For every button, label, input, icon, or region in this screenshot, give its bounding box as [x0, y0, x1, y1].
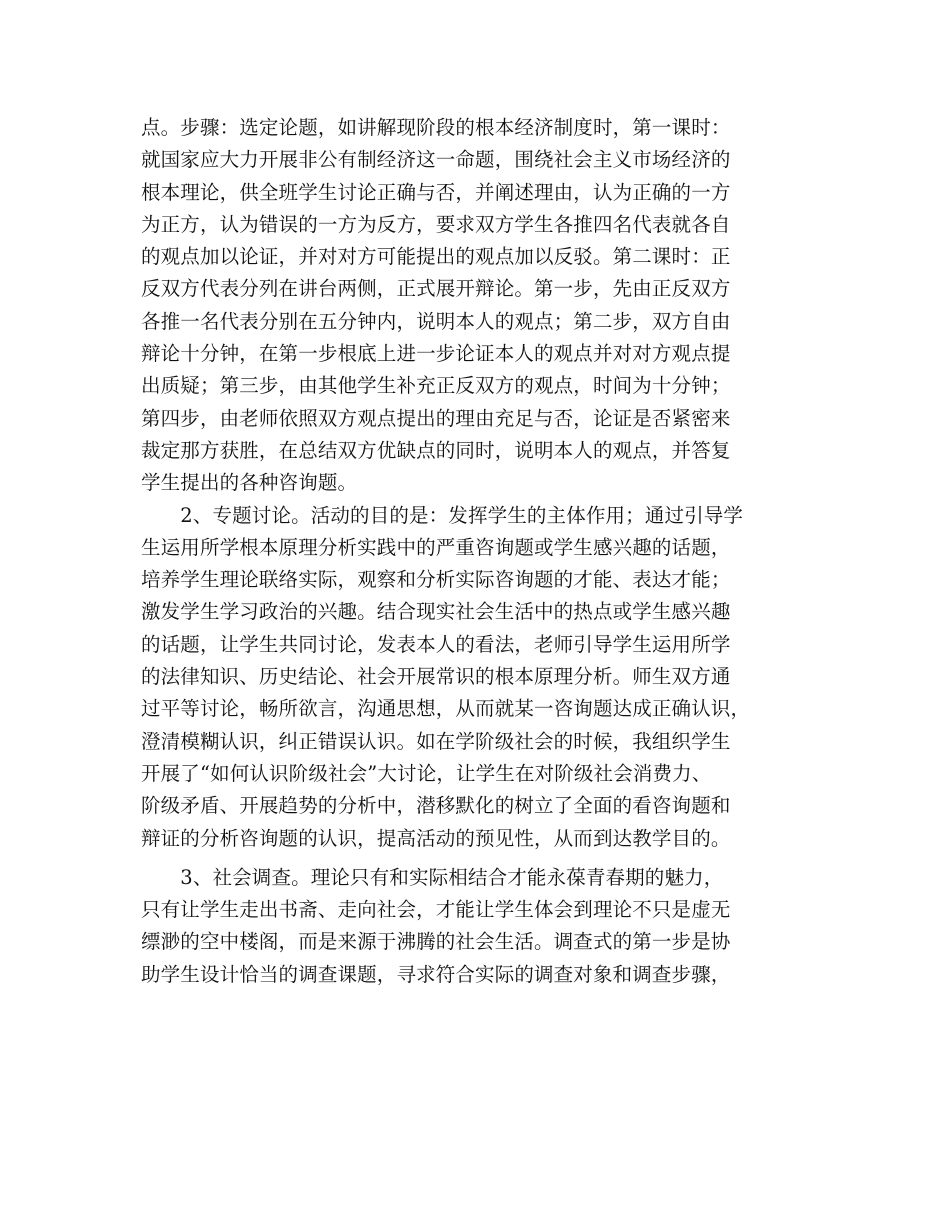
- text-line: 的话题，让学生共同讨论，发表本人的看法，老师引导学生运用所学: [141, 632, 731, 656]
- text-line: 出质疑；第三步，由其他学生补充正反双方的观点，时间为十分钟；: [141, 374, 731, 398]
- text-line: 各推一名代表分别在五分钟内，说明本人的观点；第二步，双方自由: [141, 309, 731, 333]
- text-line: 助学生设计恰当的调查课题，寻求符合实际的调查对象和调查步骤，: [141, 962, 731, 986]
- text-line: 激发学生学习政治的兴趣。结合现实社会生活中的热点或学生感兴趣: [141, 600, 731, 624]
- text-line: 点。步骤：选定论题，如讲解现阶段的根本经济制度时，第一课时：: [141, 116, 731, 139]
- text-line: 就国家应大力开展非公有制经济这一命题，围绕社会主义市场经济的: [141, 148, 731, 172]
- text-line: 反双方代表分列在讲台两侧，正式展开辩论。第一步，先由正反双方: [141, 277, 731, 301]
- text-line: 根本理论，供全班学生讨论正确与否，并阐述理由，认为正确的一方: [141, 180, 731, 204]
- text-line: 辩论十分钟，在第一步根底上进一步论证本人的观点并对对方观点提: [141, 342, 731, 366]
- text-line: 开展了“如何认识阶级社会”大讨论，让学生在对阶级社会消费力、: [141, 761, 712, 785]
- text-line: 的法律知识、历史结论、社会开展常识的根本原理分析。师生双方通: [141, 665, 731, 689]
- text-line: 为正方，认为错误的一方为反方，要求双方学生各推四名代表就各自: [141, 212, 731, 236]
- text-line: 缥渺的空中楼阁，而是来源于沸腾的社会生活。调查式的第一步是协: [141, 930, 731, 954]
- text-line: 澄清模糊认识，纠正错误认识。如在学阶级社会的时候，我组织学生: [141, 729, 731, 753]
- text-line: 阶级矛盾、开展趋势的分析中，潜移默化的树立了全面的看咨询题和: [141, 794, 731, 818]
- body-text: [141, 112, 821, 991]
- text-line: 过平等讨论，畅所欲言，沟通思想，从而就某一咨询题达成正确认识，: [141, 697, 751, 721]
- text-line: 只有让学生走出书斋、走向社会，才能让学生体会到理论不只是虚无: [141, 898, 731, 922]
- text-line: 辩证的分析咨询题的认识，提高活动的预见性，从而到达教学目的。: [141, 826, 731, 850]
- text-line: 生运用所学根本原理分析实践中的严重咨询题或学生感兴趣的话题，: [141, 535, 731, 559]
- text-line: 培养学生理论联络实际，观察和分析实际咨询题的才能、表达才能；: [141, 568, 731, 592]
- text-line: 的观点加以论证，并对对方可能提出的观点加以反驳。第二课时：正: [141, 245, 731, 269]
- text-line: 第四步，由老师依照双方观点提出的理由充足与否，论证是否紧密来: [141, 406, 731, 430]
- text-line: 学生提出的各种咨询题。: [141, 471, 358, 495]
- text-line: 裁定那方获胜，在总结双方优缺点的同时，说明本人的观点，并答复: [141, 438, 731, 462]
- paragraph-2-start: 2、专题讨论。活动的目的是：发挥学生的主体作用；通过引导学: [141, 503, 744, 527]
- paragraph-3-start: 3、社会调查。理论只有和实际相结合才能永葆青春期的魅力，: [141, 865, 724, 889]
